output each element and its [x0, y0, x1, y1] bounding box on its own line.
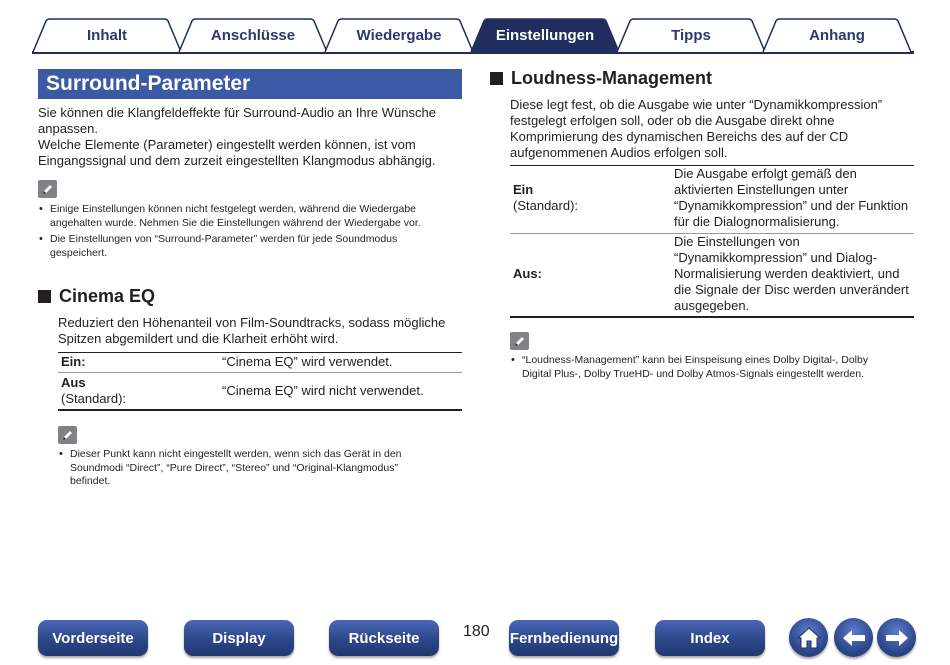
tab-label: Wiedergabe — [356, 26, 442, 44]
note-line: befindet. — [70, 475, 111, 487]
pencil-icon — [58, 426, 77, 444]
value-line: aktivierten Einstellungen unter — [674, 182, 849, 197]
value-line: “Dynamikkompression” und Dialog- — [674, 250, 878, 265]
note-line: gespeichert. — [50, 246, 108, 259]
value-line: Die Ausgabe erfolgt gemäß den — [674, 166, 857, 181]
tab-label: Anhang — [809, 26, 865, 44]
intro-line: anpassen. — [38, 121, 98, 136]
value-line: Normalisierung werden deaktiviert, und — [674, 266, 900, 281]
table-row-rule — [58, 372, 462, 373]
pencil-icon — [510, 332, 529, 350]
loudness-description — [510, 97, 910, 161]
top-tab-bar — [32, 16, 914, 54]
nav-button-index[interactable]: Index — [655, 620, 765, 656]
cinema-eq-value-ein: “Cinema EQ” wird verwendet. — [222, 354, 393, 369]
section-title-bar — [38, 69, 462, 99]
section-title: Surround-Parameter — [46, 72, 251, 95]
note-line: • Einige Einstellungen können nicht festgelegt werden, während die Wiedergabe — [50, 203, 416, 215]
value-line: ausgegeben. — [674, 298, 750, 313]
cinema-eq-key-aus-sub: (Standard): — [61, 391, 127, 406]
loudness-key-ein-sub: (Standard): — [513, 198, 579, 213]
cinema-eq-key-aus: Aus — [61, 375, 86, 390]
heading-square-icon — [38, 290, 51, 303]
intro-line: Welche Elemente (Parameter) eingestellt werden können, ist vom — [38, 137, 416, 152]
table-top-rule — [58, 352, 462, 353]
tab-anhang[interactable] — [762, 18, 912, 52]
desc-line: festgelegt erfolgen soll, oder ob die Ausgabe direkt ohne — [510, 113, 835, 128]
page-number: 180 — [463, 623, 490, 640]
value-line: die Signale der Disc werden unverändert — [674, 282, 909, 297]
loudness-note-list — [510, 354, 914, 381]
note-list — [38, 203, 468, 260]
tab-inhalt[interactable] — [32, 18, 182, 52]
tab-label: Inhalt — [87, 26, 127, 44]
value-line: für die Dialognormalisierung. — [674, 214, 840, 229]
desc-line: Spitzen abgemildert und die Klarheit erhöht wird. — [58, 331, 339, 346]
note-item — [38, 233, 468, 260]
back-arrow-icon[interactable] — [834, 618, 873, 657]
loudness-value-aus — [674, 234, 914, 314]
tab-einstellungen[interactable] — [470, 18, 620, 52]
cinema-eq-value-aus: “Cinema EQ” wird nicht verwendet. — [222, 383, 424, 398]
note-item — [38, 203, 468, 230]
loudness-value-ein — [674, 166, 914, 230]
loudness-heading — [490, 68, 712, 89]
nav-button-display[interactable]: Display — [184, 620, 294, 656]
note-line: • “Loudness-Management” kann bei Einspeisung eines Dolby Digital-, Dolby — [522, 354, 869, 366]
tab-label: Tipps — [671, 26, 711, 44]
nav-button-vorderseite[interactable]: Vorderseite — [38, 620, 148, 656]
desc-line: Diese legt fest, ob die Ausgabe wie unter “Dynamikkompression” — [510, 97, 883, 112]
tab-label: Einstellungen — [495, 26, 595, 44]
nav-button-rueckseite[interactable]: Rückseite — [329, 620, 439, 656]
cinema-eq-note-list — [58, 448, 468, 489]
desc-line: Komprimierung des dynamischen Bereichs des auf der CD — [510, 129, 849, 144]
tab-tipps[interactable] — [616, 18, 766, 52]
value-line: Die Einstellungen von — [674, 234, 800, 249]
cinema-eq-heading — [38, 286, 155, 307]
tab-anschlüsse[interactable] — [178, 18, 328, 52]
desc-line: aufgenommenen Audios erfolgen soll. — [510, 145, 728, 160]
note-item — [58, 448, 468, 489]
home-icon[interactable] — [789, 618, 828, 657]
desc-line: Reduziert den Höhenanteil von Film-Soundtracks, sodass mögliche — [58, 315, 446, 330]
cinema-eq-description — [58, 315, 468, 347]
note-line: Digital Plus-, Dolby TrueHD- und Dolby Atmos-Signals eingestellt werden. — [522, 367, 864, 380]
cinema-eq-key-ein: Ein: — [61, 354, 86, 369]
nav-button-fernbedienung[interactable]: Fernbedienung — [509, 620, 619, 656]
intro-text — [38, 105, 468, 169]
intro-line: Sie können die Klangfeldeffekte für Surround-Audio an Ihre Wünsche — [38, 105, 436, 120]
note-line: angehalten wurde. Nehmen Sie die Einstellungen während der Wiedergabe vor. — [50, 216, 421, 229]
table-bottom-rule — [510, 316, 914, 318]
intro-line: Eingangssignal und dem zurzeit eingestellten Klangmodus abhängig. — [38, 153, 436, 168]
note-item — [510, 354, 914, 381]
pencil-icon — [38, 180, 57, 198]
forward-arrow-icon[interactable] — [877, 618, 916, 657]
note-line: • Dieser Punkt kann nicht eingestellt werden, wenn sich das Gerät in den — [70, 448, 402, 460]
tab-label: Anschlüsse — [210, 26, 296, 44]
heading-text: Loudness-Management — [511, 68, 713, 88]
table-bottom-rule — [58, 409, 462, 411]
loudness-key-ein: Ein — [513, 182, 534, 197]
heading-text: Cinema EQ — [59, 286, 156, 306]
tab-wiedergabe[interactable] — [324, 18, 474, 52]
heading-square-icon — [490, 72, 503, 85]
value-line: “Dynamikkompression” und der Funktion — [674, 198, 909, 213]
note-line: • Die Einstellungen von “Surround-Parameter” werden für jede Soundmodus — [50, 233, 398, 245]
note-line: Soundmodi “Direct”, “Pure Direct”, “Stereo” und “Original-Klangmodus” — [70, 461, 398, 474]
loudness-key-aus: Aus: — [513, 266, 542, 281]
